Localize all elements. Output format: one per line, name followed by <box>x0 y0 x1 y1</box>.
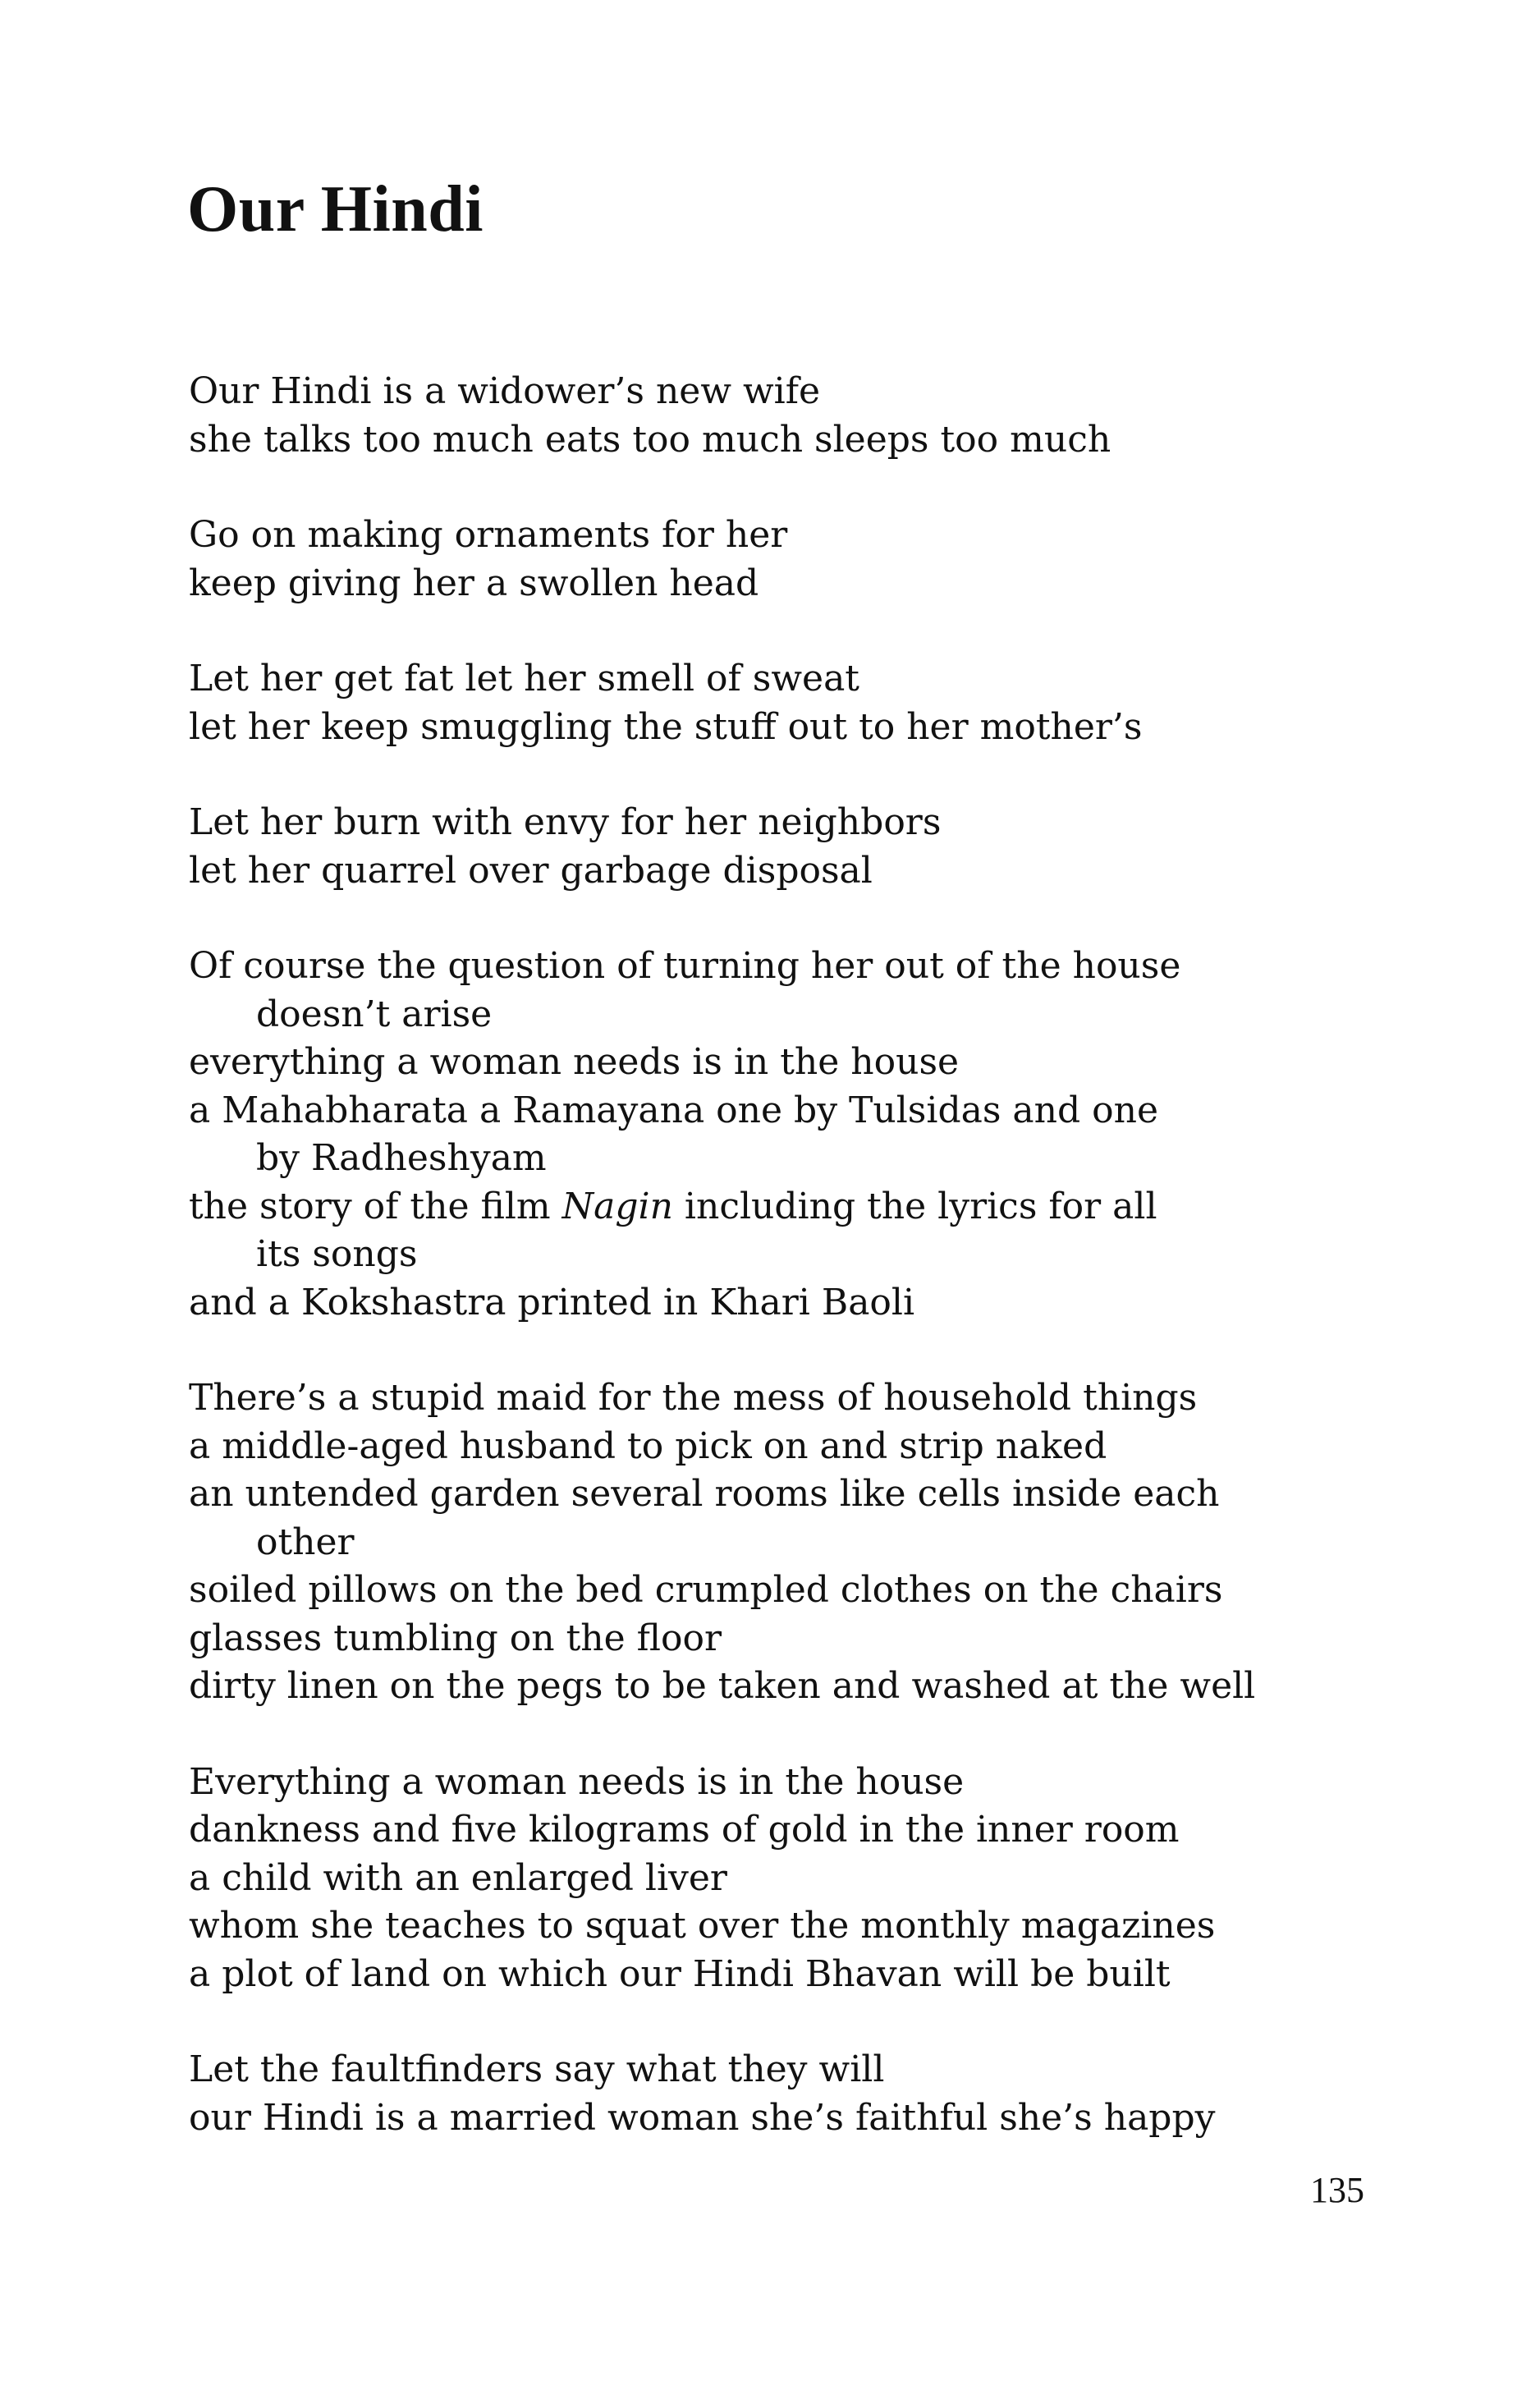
stanza-1 <box>189 368 1379 464</box>
poem-line: There’s a stupid maid for the mess of household things <box>189 1377 1198 1419</box>
poem-line <box>189 1183 1379 1232</box>
poem-line: Of course the question of turning her out of the house <box>189 945 1181 987</box>
poem-line: an untended garden several rooms like cells inside each <box>189 1473 1220 1515</box>
poem-line: glasses tumbling on the floor <box>189 1617 722 1659</box>
page-number: 135 <box>1310 2170 1364 2210</box>
poem-line: a middle-aged husband to pick on and strip naked <box>189 1424 1107 1467</box>
film-title-nagin: Nagin <box>561 1185 673 1227</box>
poem-line-continuation: by Radheshyam <box>256 1137 547 1179</box>
poem-line: keep giving her a swollen head <box>189 562 759 604</box>
stanza-6 <box>189 1374 1379 1711</box>
poem-line: Go on making ornaments for her <box>189 514 788 556</box>
stanza-3 <box>189 655 1379 751</box>
stanza-8 <box>189 2046 1379 2142</box>
poem-line-continuation: its songs <box>256 1233 418 1275</box>
poem-line: Let the faultfinders say what they will <box>189 2048 885 2090</box>
poem-line: let her quarrel over garbage disposal <box>189 849 873 892</box>
poem-line: everything a woman needs is in the house <box>189 1041 960 1083</box>
poem-line: Everything a woman needs is in the house <box>189 1760 965 1803</box>
poem-line: Our Hindi is a widower’s new wife <box>189 370 821 412</box>
poem-line: let her keep smuggling the stuff out to her mother’s <box>189 705 1143 748</box>
poem-line-text: including the lyrics for all <box>672 1185 1157 1227</box>
poem-line: and a Kokshastra printed in Khari Baoli <box>189 1281 915 1323</box>
poem-line: a plot of land on which our Hindi Bhavan will be built <box>189 1952 1171 1995</box>
poem-line: Let her burn with envy for her neighbors <box>189 801 942 843</box>
stanza-5 <box>189 943 1379 1327</box>
stanza-4 <box>189 799 1379 895</box>
poem-line: a child with an enlarged liver <box>189 1856 727 1899</box>
poem-line: whom she teaches to squat over the monthly magazines <box>189 1905 1216 1947</box>
poem-body <box>189 368 1379 2142</box>
poem-title: Our Hindi <box>187 173 484 245</box>
poem-line: soiled pillows on the bed crumpled clothes on the chairs <box>189 1569 1223 1611</box>
poem-line: dankness and five kilograms of gold in the inner room <box>189 1809 1180 1851</box>
poem-line-continuation: other <box>256 1521 355 1563</box>
poem-line: our Hindi is a married woman she’s faithful she’s happy <box>189 2096 1216 2139</box>
poem-line: a Mahabharata a Ramayana one by Tulsidas and one <box>189 1089 1158 1131</box>
poem-line-text: the story of the film <box>189 1185 562 1227</box>
poem-line: Let her get fat let her smell of sweat <box>189 658 859 700</box>
poem-line: dirty linen on the pegs to be taken and washed at the well <box>189 1665 1256 1707</box>
stanza-2 <box>189 511 1379 608</box>
poem-line-continuation: doesn’t arise <box>256 993 493 1035</box>
poem-line: she talks too much eats too much sleeps too much <box>189 418 1111 461</box>
stanza-7 <box>189 1759 1379 1999</box>
